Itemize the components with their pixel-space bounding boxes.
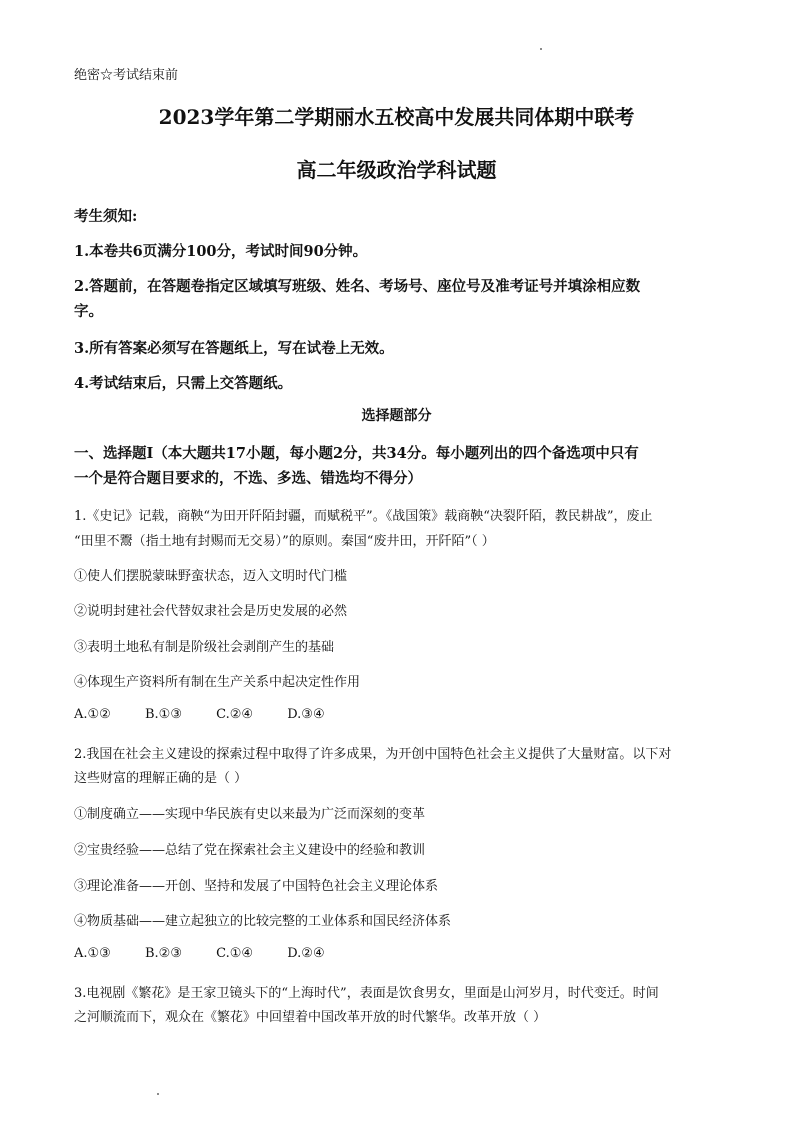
notice-item-1: 1.本卷共6页满分100分，考试时间90分钟。 xyxy=(74,243,368,260)
question-2-stem-line2: 这些财富的理解正确的是（ ） xyxy=(74,771,248,786)
answer-choice: B.①③ xyxy=(144,707,182,722)
notice-item-4: 4.考试结束后，只需上交答题纸。 xyxy=(74,375,293,392)
answer-choice: C.①④ xyxy=(216,946,254,961)
question-1-answers xyxy=(74,707,355,722)
part-instructions-line1: 一、选择题Ⅰ（本大题共17小题，每小题2分，共34分。每小题列出的四个备选项中只有 xyxy=(74,445,639,462)
scan-dot xyxy=(157,1093,159,1095)
question-2-option-3: ③理论准备——开创、坚持和发展了中国特色社会主义理论体系 xyxy=(74,879,439,894)
question-2-option-1: ①制度确立——实现中华民族有史以来最为广泛而深刻的变革 xyxy=(74,807,426,822)
confidential-label: 绝密☆考试结束前 xyxy=(74,68,179,83)
answer-choice: B.②③ xyxy=(144,946,182,961)
question-2-option-2: ②宝贵经验——总结了党在探索社会主义建设中的经验和教训 xyxy=(74,843,426,858)
question-3-stem-line2: 之河顺流而下，观众在《繁花》中回望着中国改革开放的时代繁华。改革开放（ ） xyxy=(74,1010,547,1025)
notice-item-2: 2.答题前，在答题卷指定区域填写班级、姓名、考场号、座位号及准考证号并填涂相应数 xyxy=(74,278,641,295)
question-1-stem-line1: 1.《史记》记载，商鞅“为田开阡陌封疆，而赋税平”。《战国策》载商鞅“决裂阡陌，教民耕战”，废止 xyxy=(74,509,653,524)
answer-choice: C.②④ xyxy=(216,707,254,722)
question-1-option-4: ④体现生产资料所有制在生产关系中起决定性作用 xyxy=(74,675,361,690)
question-1-stem-line2: “田里不鬻（指土地有封赐而无交易）”的原则。秦国“废井田，开阡陌”（ ） xyxy=(74,534,495,549)
answer-choice: D.②④ xyxy=(287,946,325,961)
question-1-option-2: ②说明封建社会代替奴隶社会是历史发展的必然 xyxy=(74,604,348,619)
notice-item-3: 3.所有答案必须写在答题纸上，写在试卷上无效。 xyxy=(74,340,394,357)
notice-heading: 考生须知: xyxy=(74,208,138,225)
question-2-answers xyxy=(74,946,355,961)
question-1-option-3: ③表明土地私有制是阶级社会剥削产生的基础 xyxy=(74,640,335,655)
notice-item-2-cont: 字。 xyxy=(74,303,103,320)
answer-choice: A.①② xyxy=(74,707,111,722)
question-2-stem-line1: 2.我国在社会主义建设的探索过程中取得了许多成果，为开创中国特色社会主义提供了大量财富。以下对 xyxy=(74,747,672,762)
answer-choice: D.③④ xyxy=(287,707,325,722)
exam-subtitle: 高二年级政治学科试题 xyxy=(296,158,497,182)
question-3-stem-line1: 3.电视剧《繁花》是王家卫镜头下的“上海时代”，表面是饮食男女，里面是山河岁月，时代变迁。时间 xyxy=(74,986,659,1001)
question-2-option-4: ④物质基础——建立起独立的比较完整的工业体系和国民经济体系 xyxy=(74,914,452,929)
exam-title: 2023学年第二学期丽水五校高中发展共同体期中联考 xyxy=(158,105,635,129)
question-1-option-1: ①使人们摆脱蒙昧野蛮状态，迈入文明时代门槛 xyxy=(74,569,348,584)
section-title: 选择题部分 xyxy=(361,408,432,424)
part-instructions-line2: 一个是符合题目要求的，不选、多选、错选均不得分） xyxy=(74,470,422,487)
answer-choice: A.①③ xyxy=(74,946,111,961)
scan-dot xyxy=(540,48,542,50)
